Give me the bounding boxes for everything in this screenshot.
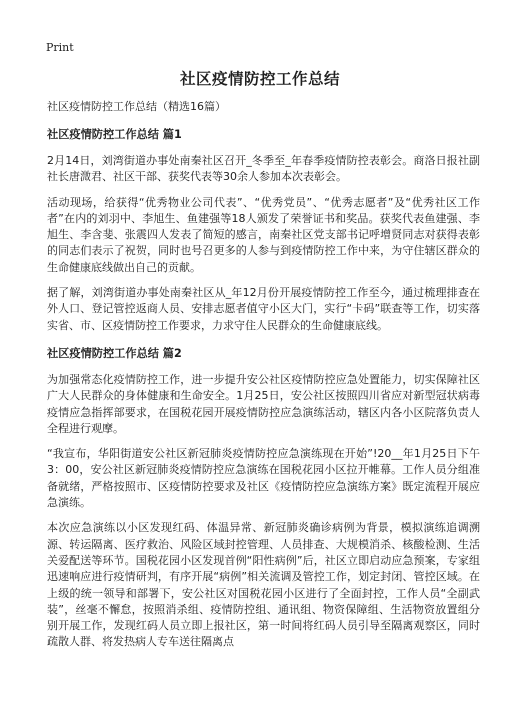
section-2 [47,346,480,651]
section-heading: 社区疫情防控工作总结 篇2 [47,346,182,360]
page-title: 社区疫情防控工作总结 [179,70,340,88]
paragraph: 2月14日，刘湾街道办事处南秦社区召开_冬季至_年春季疫情防控表彰会。商洛日报社副社长唐溦君、社区干部、获奖代表等30余人参加本次表彰会。 [47,154,480,184]
document-body [47,99,480,660]
paragraph: 活动现场，给获得“优秀物业公司代表”、“优秀党员”、“优秀志愿者”及“优秀社区工作者”在内的刘羽中、李旭生、鱼建强等18人颁发了荣誉证书和奖品。获奖代表鱼建强、李旭生、李含斐、张震四人发表了简短的感言，南秦社区党支部书记呼增贤同志对获得表彰的同志们表示了祝贺，同时也号召更多的人参与到疫情防控工作中来，为守住辖区群众的生命健康底线做出自己的贡献。 [47,195,480,274]
paragraph: “我宣布，华阳街道安公社区新冠肺炎疫情防控应急演练现在开始”!20__年1月25日下午3：00，安公社区新冠肺炎疫情防控应急演练在国税花园小区拉开帷幕。工作人员分组准备就绪，严格按照市、区疫情防控要求及社区《疫情防控应急演练方案》既定流程开展应急演练。 [47,447,480,510]
document-subtitle: 社区疫情防控工作总结（精选16篇） [47,100,226,113]
paragraph: 据了解，刘湾街道办事处南秦社区从_年12月份开展疫情防控工作至今，通过梳理排查在外人口、登记管控返商人员、安排志愿者值守小区大门，实行“卡码”联查等工作，切实落实省、市、区疫情防控工作要求，力求守住人民群众的生命健康底线。 [47,286,480,332]
section-heading: 社区疫情防控工作总结 篇1 [47,128,182,141]
paragraph: 为加强常态化疫情防控工作，进一步提升安公社区疫情防控应急处置能力，切实保障社区广大人民群众的身体健康和生命安全。1月25日，安公社区按照四川省应对新型冠状病毒疫情应急指挥部要求，在国税花园开展疫情防控应急演练活动，辖区内各小区院落负责人全程进行观摩。 [47,372,480,435]
paragraph: 本次应急演练以小区发现红码、体温异常、新冠肺炎确诊病例为背景，模拟演练追调溯源、转运隔离、医疗救治、风险区域封控管理、人员排查、大规模消杀、核酸检测、生活关爱配送等环节。国税花园小区发现首例“阳性病例”后，社区立即启动应急预案，专家组迅速响应进行疫情研判，有序开展“病例”相关流调及管控工作，划定封闭、管控区域。在上级的统一领导和部署下，安公社区对国税花园小区进行了全面封控，工作人员“全副武装”，丝毫不懈怠，按照消杀组、疫情防控组、通讯组、物资保障组、生活物资放置组分别开展工作，发现红码人员立即上报社区，第一时间将红码人员引导至隔离观察区，同时疏散人群、将发热病人专车送往隔离点 [47,521,480,649]
print-link[interactable]: Print [46,41,74,54]
section-1 [47,127,480,334]
